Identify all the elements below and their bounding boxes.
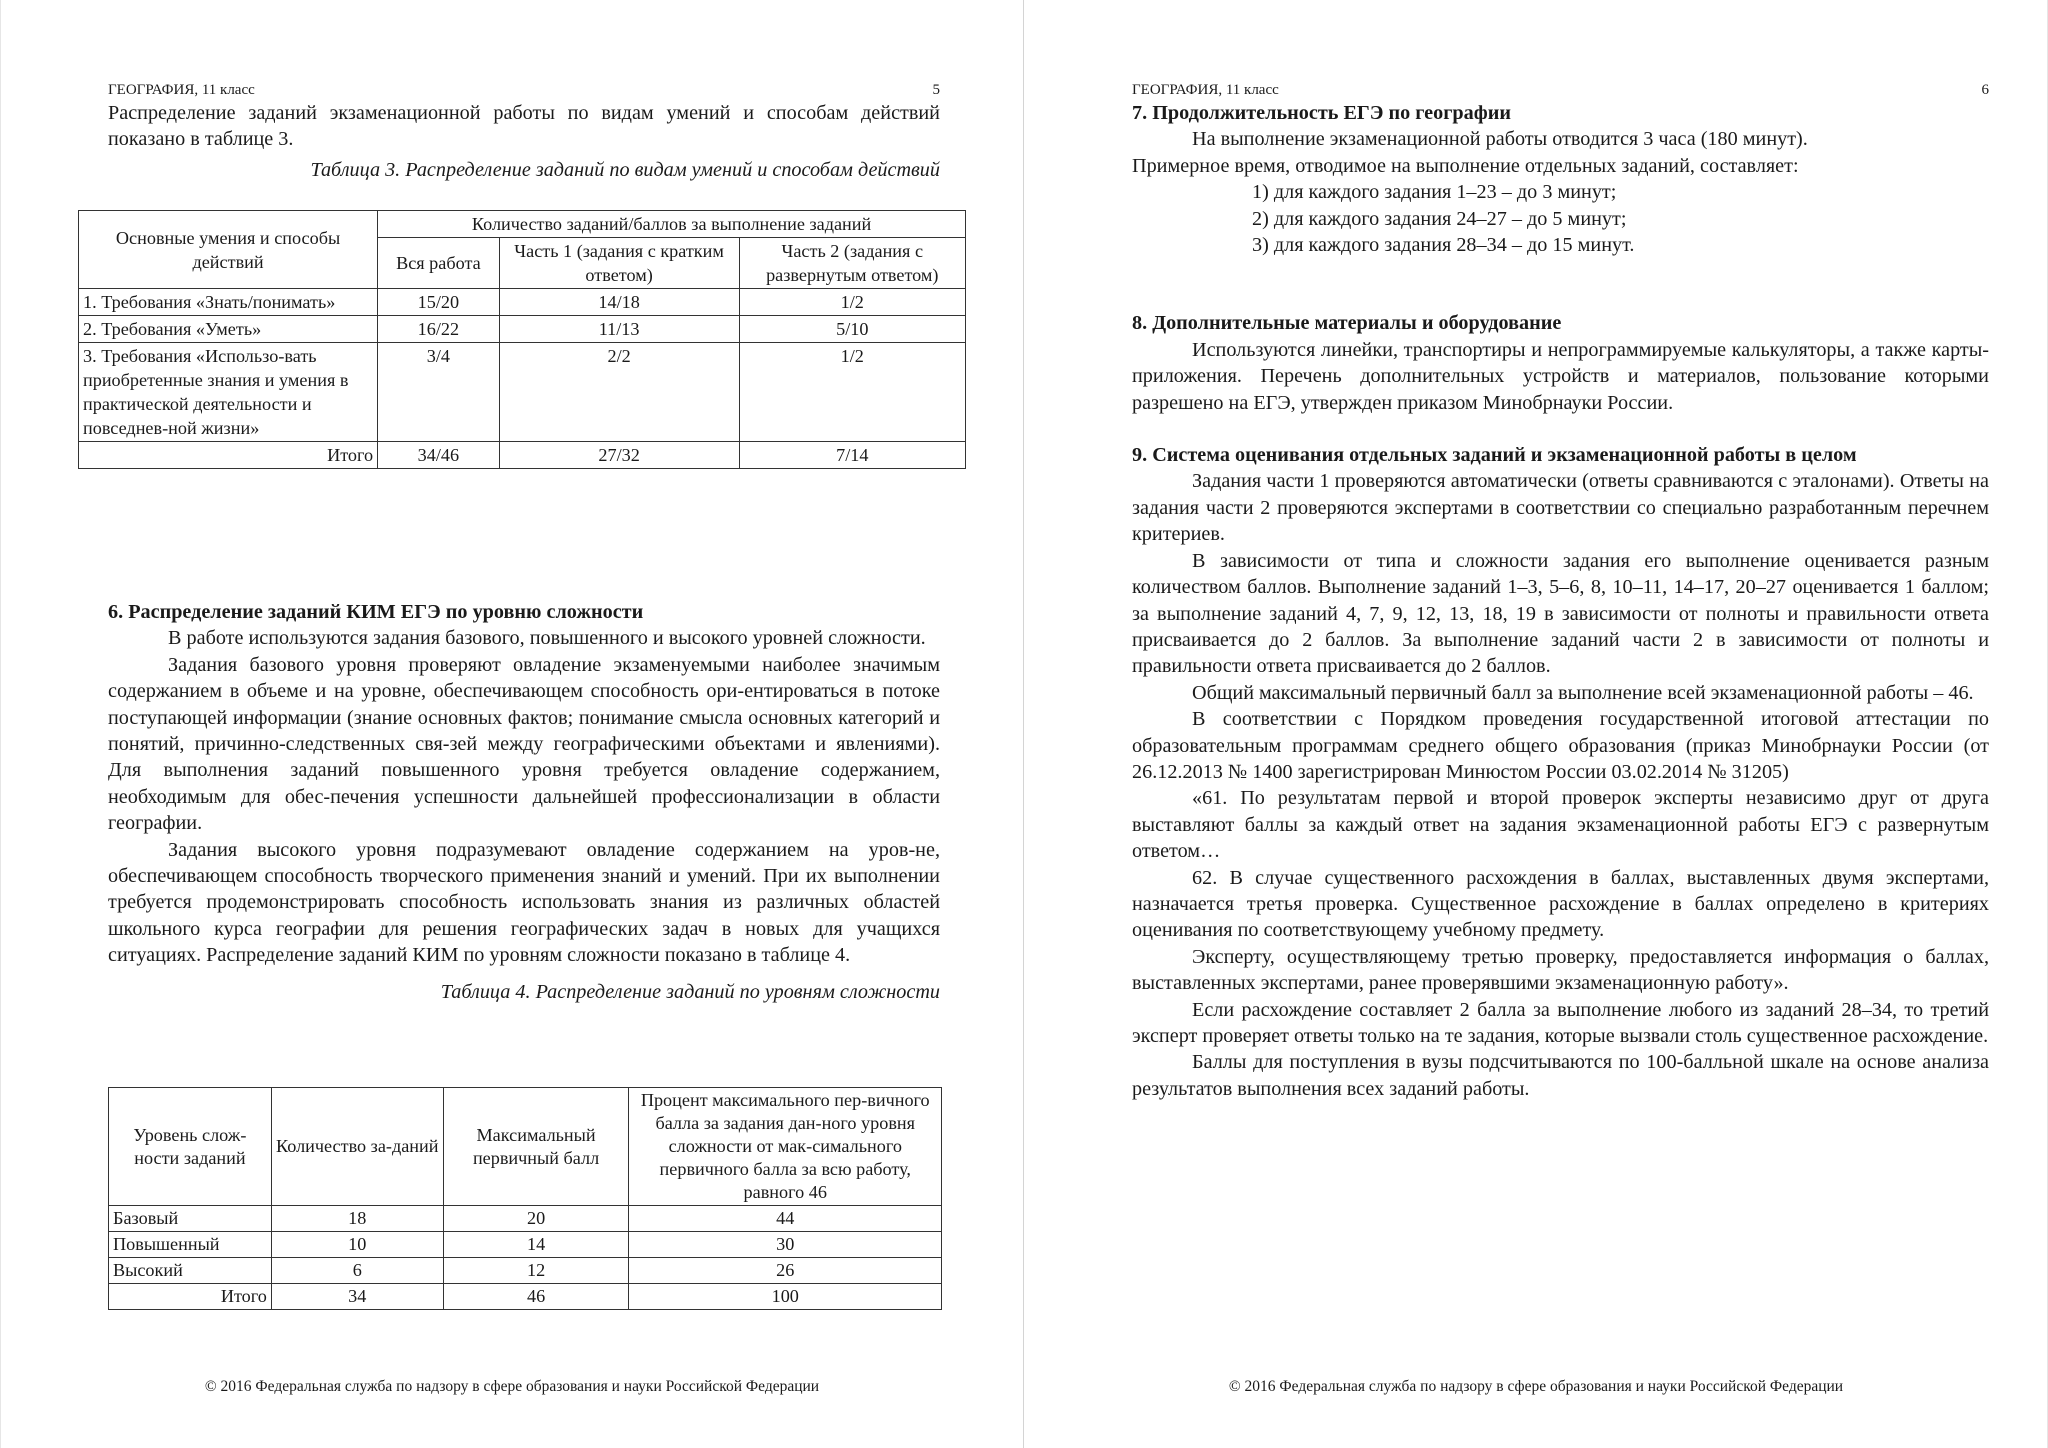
table4-cell: 34	[271, 1284, 443, 1310]
list-item: 2) для каждого задания 24–27 – до 5 минут;	[1252, 207, 1627, 230]
section8-title: 8. Дополнительные материалы и оборудование	[1132, 312, 1562, 335]
table4-header-level: Уровень слож-ности заданий	[109, 1088, 272, 1206]
page-right	[1024, 0, 2048, 1448]
table4-cell: 44	[629, 1206, 942, 1232]
table3-cell: 14/18	[499, 289, 739, 316]
table3-caption: Таблица 3. Распределение заданий по видам умений и способам действий	[310, 158, 940, 181]
table-row	[109, 1258, 942, 1284]
table4-cell: 10	[271, 1232, 443, 1258]
table3-cell: 34/46	[378, 442, 500, 469]
table4-level: Высокий	[109, 1258, 272, 1284]
table3-header-group: Количество заданий/баллов за выполнение заданий	[378, 211, 966, 238]
table3-cell: 27/32	[499, 442, 739, 469]
page-header	[108, 80, 940, 100]
section6-paragraph: Задания высокого уровня подразумевают овладение содержанием на уров-не, обеспечивающем способность творческого применения знаний и умений. При их выполнении требуется продемонстрировать способность использовать знания из различных областей школьного курса географии для решения географических задач в новых для учащихся ситуациях. Распределение заданий КИМ по уровням сложности показано в таблице 4.	[108, 838, 940, 967]
table-row	[79, 343, 966, 442]
table3-cell: 2/2	[499, 343, 739, 442]
table-row	[79, 289, 966, 316]
list-item: 1) для каждого задания 1–23 – до 3 минут;	[1252, 181, 1617, 204]
right-content	[1132, 0, 1989, 1102]
page-header	[1132, 80, 1989, 100]
table-row-total	[79, 442, 966, 469]
section7-list	[1132, 179, 1989, 258]
table4	[108, 1087, 942, 1310]
table-row	[109, 1232, 942, 1258]
table-row	[109, 1206, 942, 1232]
table3-cell: 1/2	[739, 343, 965, 442]
section9-paragraph: «61. По результатам первой и второй проверок эксперты независимо друг от друга выставляют баллы за каждый ответ на задания экзаменационной работы ЕГЭ с развернутым ответом…	[1132, 787, 1989, 863]
section9-paragraph: В соответствии с Порядком проведения государственной итоговой аттестации по образовательным программам среднего общего образования (приказ Минобрнауки России (от 26.12.2013 № 1400 зарегистрирован Минюстом России 03.02.2014 № 31205)	[1132, 708, 1989, 783]
table-row-total	[109, 1284, 942, 1310]
table4-cell: 6	[271, 1258, 443, 1284]
page-number: 6	[1981, 82, 1989, 98]
section9-paragraph: Общий максимальный первичный балл за выполнение всей экзаменационной работы – 46.	[1192, 681, 1974, 704]
table3-wrapper	[78, 210, 966, 469]
table3-header-part1: Часть 1 (задания с кратким ответом)	[499, 238, 739, 289]
table3-total-label: Итого	[79, 442, 378, 469]
table3-header-part2: Часть 2 (задания с развернутым ответом)	[739, 238, 965, 289]
section9-paragraph: Если расхождение составляет 2 балла за выполнение любого из заданий 28–34, то третий эксперт проверяет ответы только на те задания, которые вызвали столь существенное расхождение.	[1132, 998, 1989, 1047]
table3-cell: 1/2	[739, 289, 965, 316]
table3	[78, 210, 966, 469]
table4-cell: 20	[443, 1206, 629, 1232]
table3-cell: 11/13	[499, 316, 739, 343]
header-title: ГЕОГРАФИЯ, 11 класс	[108, 82, 255, 98]
section9-paragraph: Баллы для поступления в вузы подсчитываются по 100-балльной шкале на основе анализа результатов выполнения всех заданий работы.	[1132, 1051, 1989, 1100]
header-title: ГЕОГРАФИЯ, 11 класс	[1132, 82, 1279, 98]
table4-cell: 46	[443, 1284, 629, 1310]
page-footer: © 2016 Федеральная служба по надзору в сфере образования и науки Российской Федерации	[1228, 1378, 1844, 1395]
table3-cell: 3/4	[378, 343, 500, 442]
table3-header-all: Вся работа	[378, 238, 500, 289]
table4-cell: 14	[443, 1232, 629, 1258]
table4-cell: 100	[629, 1284, 942, 1310]
section7-paragraph: На выполнение экзаменационной работы отводится 3 часа (180 минут).	[1192, 128, 1808, 151]
section6-title: 6. Распределение заданий КИМ ЕГЭ по уровню сложности	[108, 601, 644, 623]
table3-cell: 7/14	[739, 442, 965, 469]
section9-paragraph: Задания части 1 проверяются автоматически (ответы сравниваются с эталонами). Ответы на задания части 2 проверяются экспертами в соответствии со специально разработанным перечнем критериев.	[1132, 470, 1989, 546]
table4-cell: 18	[271, 1206, 443, 1232]
left-content	[108, 0, 940, 187]
table4-level: Итого	[109, 1284, 272, 1310]
section8-paragraph: Используются линейки, транспортиры и непрограммируемые калькуляторы, а также карты-приложения. Перечень дополнительных устройств и материалов, пользование которыми разрешено на ЕГЭ, утвержден приказом Минобрнауки России.	[1132, 338, 1989, 414]
section9-paragraph: В зависимости от типа и сложности задания его выполнение оценивается разным количеством баллов. Выполнение заданий 1–3, 5–6, 8, 10–11, 14–17, 20–27 оценивается 1 баллом; за выполнение заданий 4, 7, 9, 12, 13, 18, 19 в зависимости от полноты и правильности ответа присваивается до 2 баллов. За выполнение заданий части 2 в зависимости от полноты и правильности ответа присваивается до 2 баллов.	[1132, 549, 1989, 678]
section6-paragraph: В работе используются задания базового, повышенного и высокого уровней сложности.	[168, 627, 926, 650]
table4-header-percent: Процент максимального пер-вичного балла за задания дан-ного уровня сложности от мак-симального первичного балла за всю работу, равного 46	[629, 1088, 942, 1206]
table4-header-count: Количество за-даний	[271, 1088, 443, 1206]
section7-paragraph: Примерное время, отводимое на выполнение отдельных заданий, составляет:	[1132, 154, 1799, 177]
page-number: 5	[932, 82, 940, 98]
table4-wrapper	[108, 1087, 942, 1310]
table3-row-label: 2. Требования «Уметь»	[79, 316, 378, 343]
table3-header-skills: Основные умения и способы действий	[79, 211, 378, 289]
table3-cell: 5/10	[739, 316, 965, 343]
section9-title: 9. Система оценивания отдельных заданий и экзаменационной работы в целом	[1132, 444, 1857, 467]
list-item: 3) для каждого задания 28–34 – до 15 минут.	[1252, 234, 1635, 257]
section6-paragraph: Задания базового уровня проверяют овладение экзаменуемыми наиболее значимым содержанием в объеме и на уровне, обеспечивающем способность ори-ентироваться в потоке поступающей информации (знание основных фактов; понимание смысла основных категорий и понятий, причинно-следственных свя-зей между географическими объектами и явлениями). Для выполнения заданий повышенного уровня требуется овладение содержанием, необходимым для обес-печения успешности дальнейшей профессионализации в области географии.	[108, 653, 940, 835]
section9-paragraph: Эксперту, осуществляющему третью проверку, предоставляется информация о баллах, выставленных экспертами, ранее проверявшими экзаменационную работу».	[1132, 945, 1989, 995]
table3-cell: 15/20	[378, 289, 500, 316]
table4-header-max: Максимальный первичный балл	[443, 1088, 629, 1206]
intro-paragraph: Распределение заданий экзаменационной работы по видам умений и способам действий показано в таблице 3.	[108, 102, 940, 151]
table4-level: Повышенный	[109, 1232, 272, 1258]
table3-cell: 16/22	[378, 316, 500, 343]
table-row	[79, 316, 966, 343]
section9-paragraph: 62. В случае существенного расхождения в баллах, выставленных двумя экспертами, назначается третья проверка. Существенное расхождение в баллах определено в критериях оценивания по соответствующему учебному предмету.	[1132, 866, 1989, 942]
table4-cell: 12	[443, 1258, 629, 1284]
section7-title: 7. Продолжительность ЕГЭ по географии	[1132, 102, 1511, 124]
table4-caption: Таблица 4. Распределение заданий по уровням сложности	[440, 980, 940, 1003]
table4-level: Базовый	[109, 1206, 272, 1232]
page-footer: © 2016 Федеральная служба по надзору в сфере образования и науки Российской Федерации	[204, 1378, 820, 1395]
section6	[108, 599, 940, 1005]
table3-row-label: 1. Требования «Знать/понимать»	[79, 289, 378, 316]
table4-cell: 26	[629, 1258, 942, 1284]
table3-row-label: 3. Требования «Использо-вать приобретенные знания и умения в практической деятельности и повседнев-ной жизни»	[79, 343, 378, 442]
table4-cell: 30	[629, 1232, 942, 1258]
